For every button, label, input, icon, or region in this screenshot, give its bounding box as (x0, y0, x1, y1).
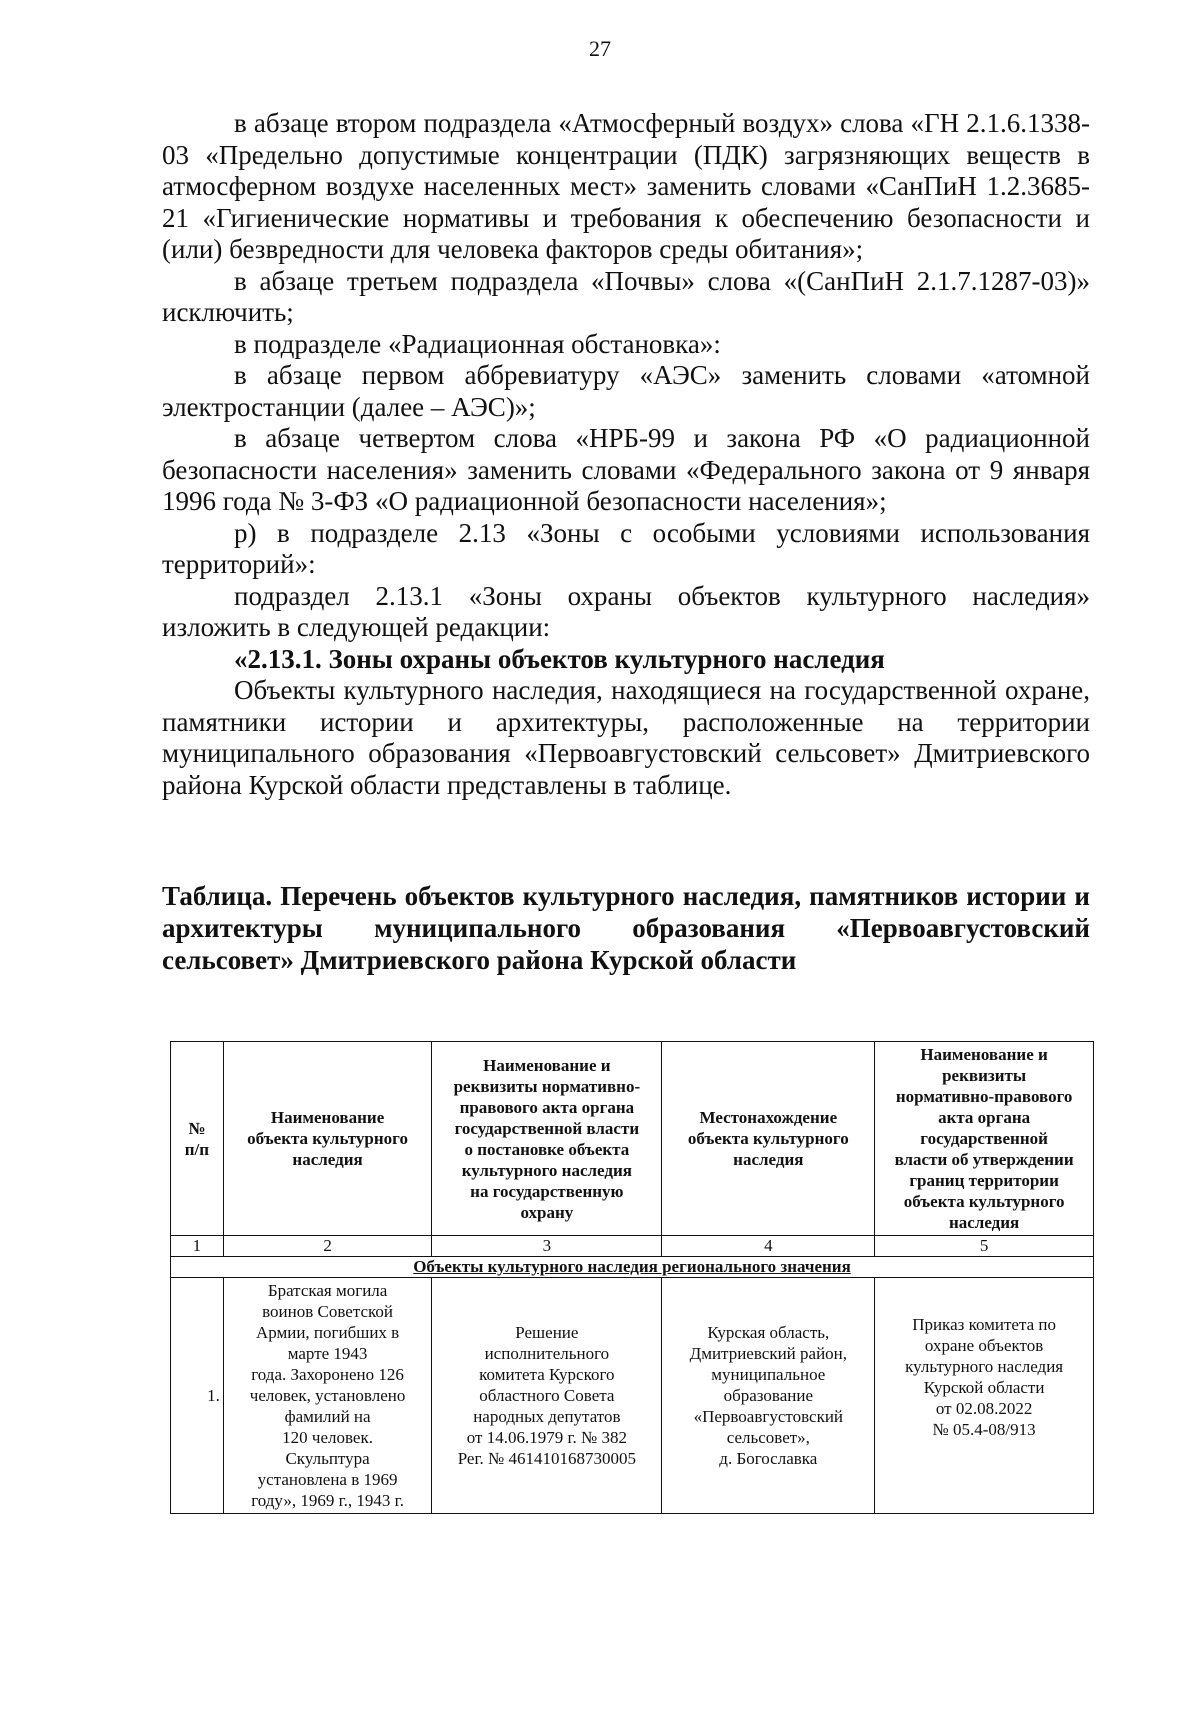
header-location: Местонахождение объекта культурного наследия (662, 1042, 875, 1236)
page-number: 27 (589, 36, 611, 61)
column-number: 5 (875, 1236, 1094, 1257)
paragraph: Объекты культурного наследия, находящиеся на государственной охране, памятники истории и архитектуры, расположенные на территории муниципального образования «Первоавгустовский сельсовет» Дмитриевского района Курской области представлены в таблице. (162, 675, 1090, 800)
table-title: Таблица. Перечень объектов культурного наследия, памятников истории и архитектуры муниципального образования «Первоавгустовский сельсовет» Дмитриевского района Курской области (162, 881, 1090, 975)
section-title: Объекты культурного наследия регионального значения (171, 1257, 1094, 1278)
paragraph: р) в подразделе 2.13 «Зоны с особыми условиями использования территорий»: (162, 517, 1090, 579)
paragraph: в абзаце втором подраздела «Атмосферный воздух» слова «ГН 2.1.6.1338-03 «Предельно допустимые концентрации (ПДК) загрязняющих веществ в атмосферном воздухе населенных мест» заменить словами «СанПиН 1.2.3685-21 «Гигиенические нормативы и требования к обеспечению безопасности и (или) безвредности для человека факторов среды обитания»; (162, 108, 1090, 264)
header-object-name: Наименование объекта культурного наследия (223, 1042, 431, 1236)
header-boundary-act: Наименование и реквизиты нормативно-правового акта органа государственной власти об утверждении границ территории объекта культурного наследия (875, 1042, 1094, 1236)
header-number: № п/п (171, 1042, 224, 1236)
boundary-act: Приказ комитета по охране объектов культурного наследия Курской области от 02.08.2022 № 05.4-08/913 (875, 1278, 1094, 1514)
object-location: Курская область, Дмитриевский район, муниципальное образование «Первоавгустовский сельсовет», д. Богославка (662, 1278, 875, 1514)
header-protection-act: Наименование и реквизиты нормативно- правового акта органа государственной власти о постановке объекта культурного наследия на государственную охрану (432, 1042, 662, 1236)
paragraph: в абзаце третьем подраздела «Почвы» слова «(СанПиН 2.1.7.1287-03)» исключить; (162, 265, 1090, 327)
section-heading: «2.13.1. Зоны охраны объектов культурного наследия (234, 643, 885, 674)
column-number: 2 (223, 1236, 431, 1257)
paragraph: в подразделе «Радиационная обстановка»: (234, 328, 721, 359)
heritage-table (170, 1041, 1094, 1514)
paragraph: в абзаце четвертом слова «НРБ-99 и закона РФ «О радиационной безопасности населения» заменить словами «Федерального закона от 9 января 1996 года № 3-ФЗ «О радиационной безопасности населения»; (162, 423, 1090, 516)
table-header-row (171, 1042, 1094, 1236)
column-number: 4 (662, 1236, 875, 1257)
document-body (162, 108, 1090, 801)
row-number: 1. (171, 1278, 224, 1514)
paragraph: подраздел 2.13.1 «Зоны охраны объектов культурного наследия» изложить в следующей редакции: (162, 580, 1090, 642)
table-row (171, 1278, 1094, 1514)
column-number: 1 (171, 1236, 224, 1257)
section-row (171, 1257, 1094, 1278)
object-name: Братская могила воинов Советской Армии, погибших в марте 1943 года. Захоронено 126 человек, установлено фамилий на 120 человек. Скульптура установлена в 1969 году», 1969 г., 1943 г. (223, 1278, 431, 1514)
paragraph: в абзаце первом аббревиатуру «АЭС» заменить словами «атомной электростанции (далее – АЭС)»; (162, 360, 1090, 422)
column-number: 3 (432, 1236, 662, 1257)
protection-act: Решение исполнительного комитета Курского областного Совета народных депутатов от 14.06.1979 г. № 382 Рег. № 461410168730005 (432, 1278, 662, 1514)
column-numbers-row (171, 1236, 1094, 1257)
